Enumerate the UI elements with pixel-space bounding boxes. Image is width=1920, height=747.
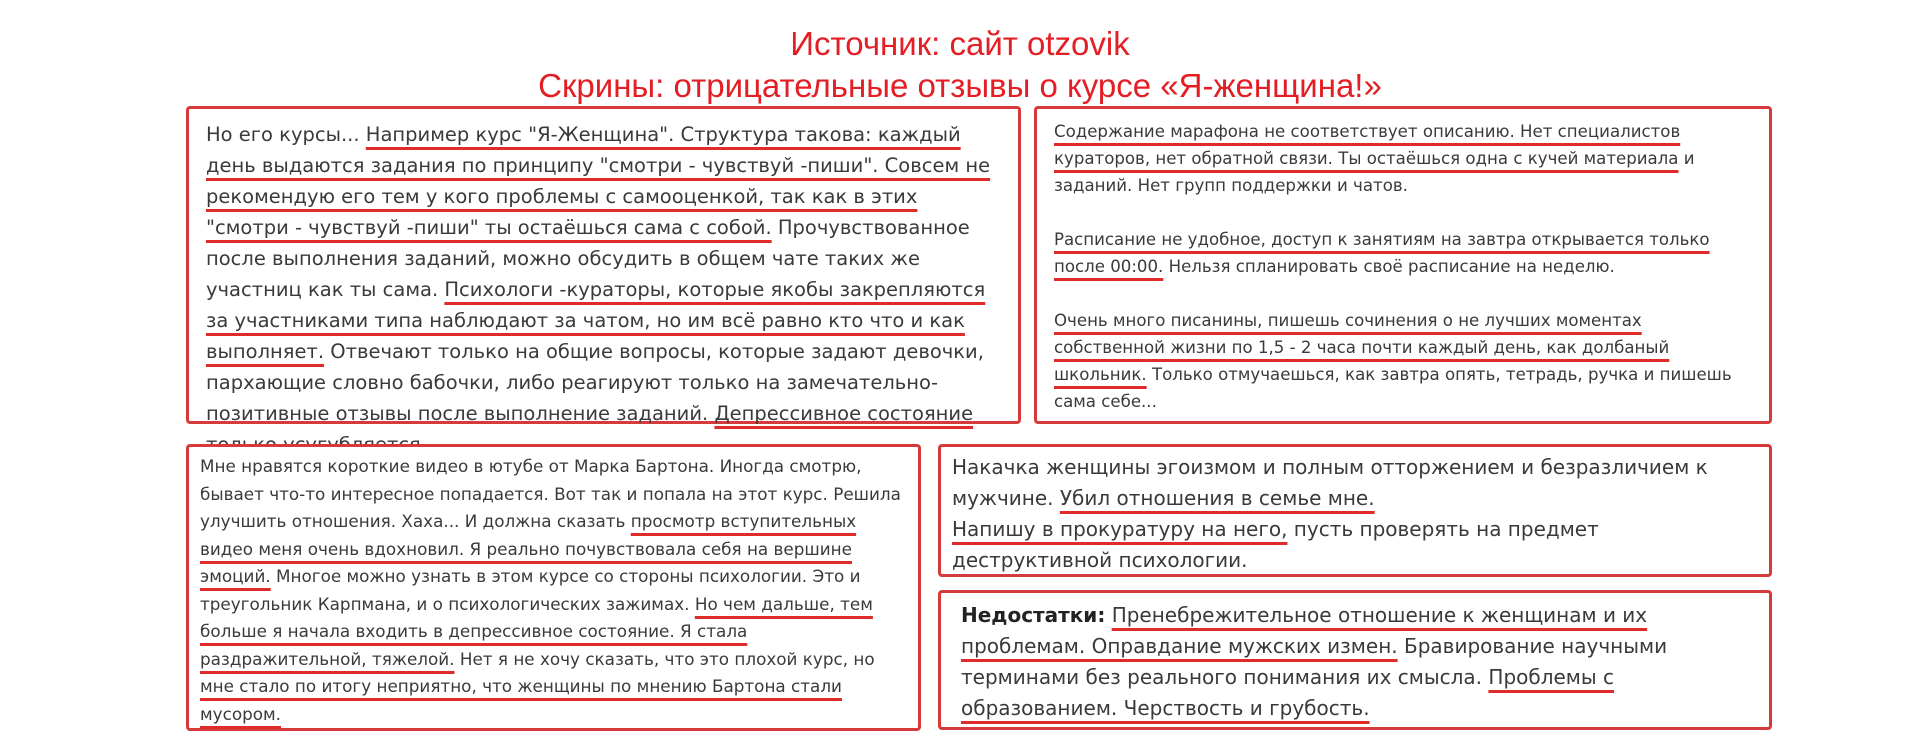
review-3-highlight-3: мне стало по итогу неприятно, что женщины по мнению Бартона стали мусором. [200,676,842,724]
review-2-plain-1: и заданий. Нет групп поддержки и чатов. [1054,149,1695,195]
review-1-highlight-2: Психологи -кураторы, которые якобы закрепляются за участниками типа наблюдают за чатом, но им всё равно кто что и как выполняет. [206,278,986,363]
review-card-3 [186,444,921,731]
drawbacks-label: Недостатки: [961,603,1106,627]
review-1-text [206,119,1002,460]
review-2-paragraph-2 [1054,226,1755,280]
screens-subtitle: Скрины: отрицательные отзывы о курсе «Я-женщина!» [538,67,1382,104]
review-2-plain-2: Нельзя спланировать своё расписание на неделю. [1163,257,1615,276]
review-card-5 [938,590,1772,730]
review-2-highlight-3: Очень много писанины, пишешь сочинения о не лучших моментах собственной жизни по 1,5 - 2 часа почти каждый день, как долбаный школьник. [1054,311,1670,384]
review-card-2 [1034,106,1772,424]
review-1-plain-1: Но его курсы... [206,123,366,146]
review-1-highlight-3: Депрессивное состояние [714,402,974,425]
review-5-highlight-1: Пренебрежительное отношение к женщинам и их проблемам. Оправдание мужских измен. [961,603,1648,658]
review-3-plain-3: Нет я не хочу сказать, что это плохой курс, но [454,648,875,669]
review-2-paragraph-3 [1054,307,1755,415]
review-5-plain-1: Бравирование научными терминами без реального понимания их смысла. [961,634,1668,689]
review-3-plain-2: Многое можно узнать в этом курсе со стороны психологии. Это и треугольник Карпмана, и о психологических зажимах. [200,566,861,614]
review-2-highlight-2: Расписание не удобное, доступ к занятиям на завтра открывается только после 00:00. [1054,230,1710,276]
review-3-plain-1: Мне нравятся короткие видео в ютубе от Марка Бартона. Иногда смотрю, бывает что-то интересное попадается. Вот так и попала на этот курс. Решила улучшить отношения. Хаха... И должна сказать [200,456,901,531]
review-card-4 [938,444,1772,577]
review-1-plain-2: Прочувствованное после выполнения заданий, можно обсудить в общем чате таких же участниц как ты сама. [206,216,970,301]
review-card-1 [186,106,1021,424]
review-3-text [200,453,906,728]
review-1-plain-3: Отвечают только на общие вопросы, которые задают девочки, пархающие словно бабочки, либо реагируют только на замечательно-позитивные отзывы после выполнение заданий. [206,340,984,425]
review-3-highlight-1: просмотр вступительных видео меня очень вдохновил. Я реально почувствовала себя на вершине эмоций. [200,511,857,586]
review-4-highlight-2: Напишу в прокуратуру на него, [952,517,1288,541]
review-2-highlight-1: Содержание марафона не соответствует описанию. Нет специалистов кураторов, нет обратной связи. Ты остаёшься одна с кучей материала [1054,122,1681,168]
review-2-plain-3: Только отмучаешься, как завтра опять, тетрадь, ручка и пишешь сама себе... [1054,365,1732,411]
review-4-highlight-1: Убил отношения в семье мне. [1059,486,1375,510]
source-title: Источник: сайт otzovik [790,25,1130,62]
review-4-plain-1: Накачка женщины эгоизмом и полным отторжением и безразличием к мужчине. [952,455,1708,510]
review-4-plain-2: пусть проверять на предмет деструктивной психологии. [952,517,1599,572]
review-4-text [952,452,1757,576]
review-2-paragraph-1 [1054,118,1755,199]
review-3-highlight-2: Но чем дальше, тем больше я начала входить в депрессивное состояние. Я стала раздражительной, тяжелой. [200,593,873,669]
review-5-highlight-2: Проблемы с образованием. Черствость и грубость. [961,665,1615,720]
review-1-highlight-1: Например курс "Я-Женщина". Структура такова: каждый день выдаются задания по принципу "смотри - чувствуй -пиши". Совсем не рекомендую его тем у кого проблемы с самооценкой, так как в этих "смотри - чувствуй -пиши" ты остаёшься сама с собой. [206,123,991,239]
review-5-text [961,600,1757,724]
